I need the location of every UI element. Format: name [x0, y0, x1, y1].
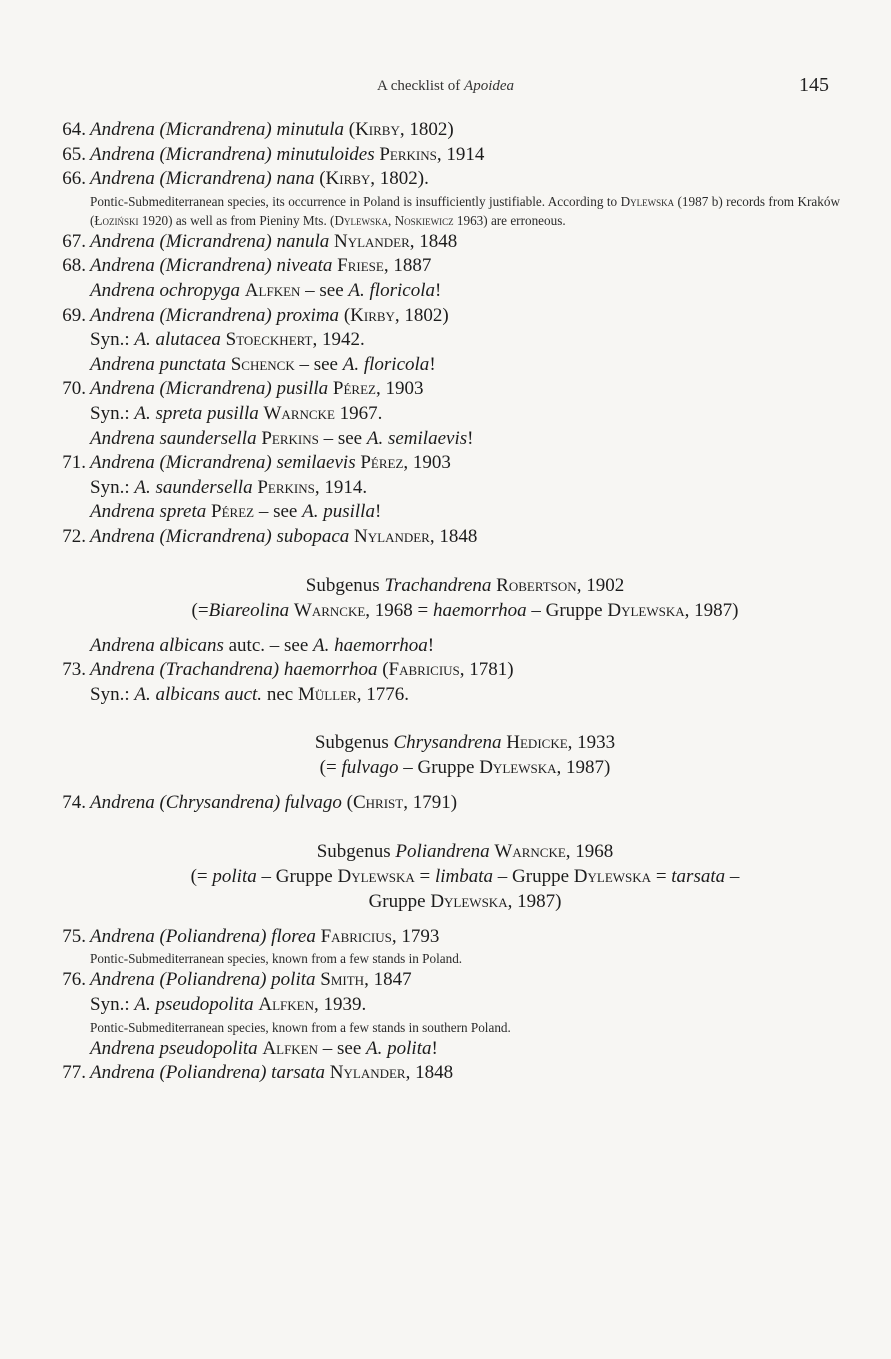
- taxon-name: tarsata: [671, 865, 726, 887]
- text-run: 1963) are erroneous.: [453, 212, 566, 228]
- text-run: Syn.:: [90, 329, 135, 351]
- taxon-name: Andrena albicans: [90, 634, 224, 656]
- author-name: Dylewska: [607, 599, 685, 621]
- species-entry: [50, 377, 840, 402]
- text-run: , 1968 =: [365, 599, 434, 621]
- text-run: Subgenus: [316, 840, 396, 862]
- taxon-name: Andrena (Micrandrena) niveata: [90, 255, 333, 277]
- subgenus-heading: [50, 755, 840, 780]
- text-run: , 1939.: [314, 994, 367, 1016]
- taxon-name: polita: [212, 865, 257, 887]
- taxon-name: Poliandrena: [395, 840, 490, 862]
- author-name: Dylewska: [620, 193, 675, 209]
- entry-number: 68.: [62, 255, 86, 277]
- author-name: Müller: [297, 683, 357, 705]
- entry-number: 76.: [62, 969, 86, 991]
- text-run: Gruppe: [368, 890, 431, 912]
- distribution-note: [50, 192, 840, 230]
- text-run: , 1847: [364, 969, 412, 991]
- taxon-name: A. floricola: [348, 279, 435, 301]
- author-name: Pérez: [211, 501, 255, 523]
- author-name: Noskiewicz: [394, 212, 454, 228]
- author-name: Alfken: [244, 279, 301, 301]
- text-run: =: [651, 865, 672, 887]
- entry-continuation: [50, 683, 840, 708]
- author-name: Dylewska: [573, 865, 652, 887]
- text-run: !: [467, 427, 474, 449]
- author-name: Łoziński: [94, 212, 139, 228]
- text-run: (=: [319, 757, 342, 779]
- taxon-name: Andrena (Micrandrena) minutuloides: [90, 143, 375, 165]
- subgenus-heading: [50, 598, 840, 623]
- taxon-name: A. semilaevis: [366, 427, 468, 449]
- text-run: , 1781): [459, 659, 514, 681]
- text-run: , 1987): [684, 599, 739, 621]
- taxon-name: A. pusilla: [302, 501, 375, 523]
- species-entry: [50, 254, 840, 279]
- author-name: Fabricius: [320, 925, 392, 947]
- text-run: (: [344, 119, 356, 140]
- text-run: – see: [300, 279, 349, 301]
- taxon-name: fulvago: [341, 757, 399, 779]
- page-header: [0, 74, 891, 102]
- text-run: – Gruppe: [493, 865, 574, 887]
- taxon-name: Biareolina: [208, 599, 290, 621]
- taxon-name: A. saundersella: [134, 476, 253, 498]
- author-name: Hedicke: [506, 732, 568, 754]
- taxon-name: limbata: [434, 865, 494, 887]
- text-run: ,: [387, 212, 395, 228]
- text-run: – see: [294, 353, 343, 375]
- text-run: Pontic-Submediterranean species, known from a few stands in southern Poland.: [90, 1019, 511, 1035]
- text-run: , 1914.: [314, 476, 368, 498]
- text-run: Subgenus: [314, 732, 394, 754]
- taxon-name: A. floricola: [342, 353, 430, 375]
- text-run: , 1776.: [356, 683, 409, 705]
- entry-number: 77.: [62, 1062, 86, 1084]
- taxon-name: A. haemorrhoa: [313, 634, 428, 656]
- species-entry: [50, 1061, 840, 1086]
- page-number: 145: [799, 74, 829, 96]
- entry-continuation: [50, 328, 840, 353]
- subgenus-heading: [50, 889, 840, 914]
- taxon-name: Andrena (Micrandrena) subopaca: [90, 525, 350, 547]
- author-name: Perkins: [379, 143, 437, 165]
- taxon-name: A. spreta pusilla: [134, 402, 259, 424]
- author-name: Friese: [337, 255, 384, 277]
- text-run: Syn.:: [90, 402, 135, 424]
- text-run: – Gruppe: [398, 757, 480, 779]
- species-entry: [50, 143, 840, 168]
- author-name: Alfken: [258, 994, 314, 1016]
- author-name: Kirby: [355, 119, 400, 140]
- text-run: (: [377, 659, 389, 681]
- section-spacer: [50, 914, 840, 925]
- section-spacer: [50, 550, 840, 573]
- author-name: Warncke: [263, 402, 335, 424]
- text-run: , 1848: [429, 525, 478, 547]
- entry-number: 66.: [62, 168, 86, 190]
- taxon-name: A. albicans auct.: [134, 683, 263, 705]
- text-run: – see: [254, 501, 303, 523]
- taxon-name: Andrena (Micrandrena) proxima: [90, 304, 340, 326]
- entry-continuation: [50, 353, 840, 378]
- text-run: – Gruppe: [526, 599, 608, 621]
- author-name: Perkins: [261, 427, 319, 449]
- subgenus-heading: [50, 573, 840, 598]
- text-run: (: [339, 304, 351, 326]
- text-run: , 1903: [375, 378, 424, 400]
- distribution-note: [50, 1018, 840, 1037]
- taxon-name: Andrena (Micrandrena) semilaevis: [90, 452, 356, 474]
- species-entry: [50, 791, 840, 816]
- taxon-name: Trachandrena: [384, 574, 492, 596]
- taxon-name: Andrena punctata: [90, 353, 226, 375]
- text-run: , 1802): [394, 304, 449, 326]
- author-name: Nylander: [333, 230, 410, 252]
- taxon-name: A. pseudopolita: [134, 994, 254, 1016]
- entry-continuation: [50, 634, 840, 659]
- taxon-name: Andrena saundersella: [90, 427, 257, 449]
- text-run: , 1968: [565, 840, 614, 862]
- text-run: – see: [318, 427, 367, 449]
- taxon-name: Andrena (Chrysandrena) fulvago: [90, 792, 342, 814]
- entry-continuation: [50, 476, 840, 501]
- subgenus-heading: [50, 730, 840, 755]
- text-run: , 1887: [383, 255, 432, 277]
- text-run: !: [427, 634, 435, 656]
- taxon-name: Andrena pseudopolita: [90, 1037, 258, 1059]
- section-spacer: [50, 623, 840, 634]
- entry-number: 64.: [62, 119, 86, 140]
- text-run: Pontic-Submediterranean species, known from a few stands in Poland.: [90, 951, 463, 967]
- entry-number: 67.: [62, 230, 86, 252]
- text-run: Syn.:: [90, 476, 135, 498]
- text-run: , 1914: [436, 143, 485, 165]
- species-entry: [50, 304, 840, 329]
- text-run: autc. – see: [223, 634, 314, 656]
- text-run: !: [374, 501, 382, 523]
- species-entry: [50, 968, 840, 993]
- entry-number: 75.: [62, 925, 86, 947]
- entry-continuation: [50, 279, 840, 304]
- text-run: , 1987): [556, 757, 611, 779]
- taxon-name: Andrena (Micrandrena) minutula: [90, 119, 344, 140]
- taxon-name: Andrena (Micrandrena) nana: [90, 168, 315, 190]
- author-name: Dylewska: [430, 890, 508, 912]
- entry-number: 72.: [62, 525, 86, 547]
- entry-number: 73.: [62, 659, 86, 681]
- author-name: Robertson: [496, 574, 577, 596]
- taxon-name: Andrena (Micrandrena) nanula: [90, 230, 330, 252]
- species-entry: [50, 925, 840, 950]
- subgenus-heading: [50, 839, 840, 864]
- taxon-name: Andrena (Poliandrena) polita: [90, 969, 316, 991]
- entry-continuation: [50, 993, 840, 1018]
- text-run: , 1933: [567, 732, 616, 754]
- entry-number: 69.: [62, 304, 86, 326]
- taxon-name: Andrena spreta: [90, 501, 207, 523]
- author-name: Alfken: [262, 1037, 319, 1059]
- text-run: Syn.:: [90, 994, 135, 1016]
- species-entry: [50, 118, 840, 143]
- author-name: Nylander: [354, 525, 430, 547]
- author-name: Stoeckhert: [225, 329, 313, 351]
- running-title-italic: Apoidea: [464, 78, 515, 94]
- species-entry: [50, 658, 840, 683]
- text-run: !: [429, 353, 436, 375]
- text-run: , 1902: [576, 574, 625, 596]
- text-run: , 1942.: [312, 329, 365, 351]
- text-run: =: [414, 865, 435, 887]
- author-name: Kirby: [350, 304, 395, 326]
- text-run: (=: [191, 599, 209, 621]
- running-title: [0, 78, 891, 95]
- entry-number: 71.: [62, 452, 86, 474]
- text-run: Pontic-Submediterranean species, its occurrence in Poland is insufficiently justifiable. According to: [90, 193, 621, 209]
- taxon-name: Chrysandrena: [393, 732, 502, 754]
- text-run: (=: [190, 865, 213, 887]
- taxon-name: Andrena ochropyga: [90, 279, 241, 301]
- species-entry: [50, 525, 840, 550]
- author-name: Pérez: [332, 378, 376, 400]
- entry-continuation: [50, 500, 840, 525]
- section-spacer: [50, 816, 840, 839]
- running-title-text: A checklist of: [376, 78, 465, 94]
- entry-number: 70.: [62, 378, 86, 400]
- text-run: –: [725, 865, 740, 887]
- text-run: , 1903: [403, 452, 451, 474]
- taxon-name: Andrena (Trachandrena) haemorrhoa: [90, 659, 378, 681]
- taxon-name: A. alutacea: [134, 329, 221, 351]
- text-run: – Gruppe: [256, 865, 338, 887]
- subgenus-heading: [50, 864, 840, 889]
- text-run: , 1848: [405, 1062, 454, 1084]
- author-name: Warncke: [494, 840, 566, 862]
- entry-continuation: [50, 1037, 840, 1062]
- taxon-name: haemorrhoa: [433, 599, 527, 621]
- author-name: Dylewska: [337, 865, 415, 887]
- text-run: (: [314, 168, 326, 190]
- text-run: , 1793: [391, 925, 440, 947]
- author-name: Dylewska: [334, 212, 388, 228]
- author-name: Smith: [320, 969, 365, 991]
- taxon-name: Andrena (Micrandrena) pusilla: [90, 378, 329, 400]
- text-run: (: [341, 792, 353, 814]
- text-run: , 1802): [399, 119, 454, 140]
- author-name: Warncke: [293, 599, 366, 621]
- entry-number: 74.: [62, 792, 86, 814]
- text-run: , 1802).: [370, 168, 429, 190]
- text-run: Syn.:: [90, 683, 135, 705]
- distribution-note: [50, 949, 840, 968]
- text-run: nec: [262, 683, 298, 705]
- text-run: 1967.: [334, 402, 383, 424]
- section-spacer: [50, 780, 840, 791]
- text-run: (1987 b) records from Kraków (: [90, 193, 840, 228]
- entry-number: 65.: [62, 143, 86, 165]
- text-run: 1920) as well as from Pieniny Mts. (: [138, 212, 335, 228]
- section-spacer: [50, 707, 840, 730]
- species-entry: [50, 451, 840, 476]
- author-name: Kirby: [325, 168, 371, 190]
- checklist-body: [50, 118, 840, 1086]
- author-name: Nylander: [329, 1062, 406, 1084]
- text-run: !: [431, 1037, 438, 1059]
- species-entry: [50, 230, 840, 255]
- species-entry: [50, 167, 840, 192]
- taxon-name: Andrena (Poliandrena) florea: [90, 925, 316, 947]
- author-name: Schenck: [230, 353, 295, 375]
- taxon-name: Andrena (Poliandrena) tarsata: [90, 1062, 326, 1084]
- entry-continuation: [50, 427, 840, 452]
- author-name: Pérez: [360, 452, 404, 474]
- author-name: Fabricius: [388, 659, 460, 681]
- text-run: !: [434, 279, 442, 301]
- author-name: Christ: [352, 792, 404, 814]
- text-run: – see: [318, 1037, 367, 1059]
- text-run: , 1848: [409, 230, 458, 252]
- entry-continuation: [50, 402, 840, 427]
- author-name: Dylewska: [479, 757, 557, 779]
- taxon-name: A. polita: [366, 1037, 432, 1059]
- text-run: Subgenus: [305, 574, 385, 596]
- text-run: , 1987): [507, 890, 562, 912]
- author-name: Perkins: [257, 476, 315, 498]
- text-run: , 1791): [403, 792, 458, 814]
